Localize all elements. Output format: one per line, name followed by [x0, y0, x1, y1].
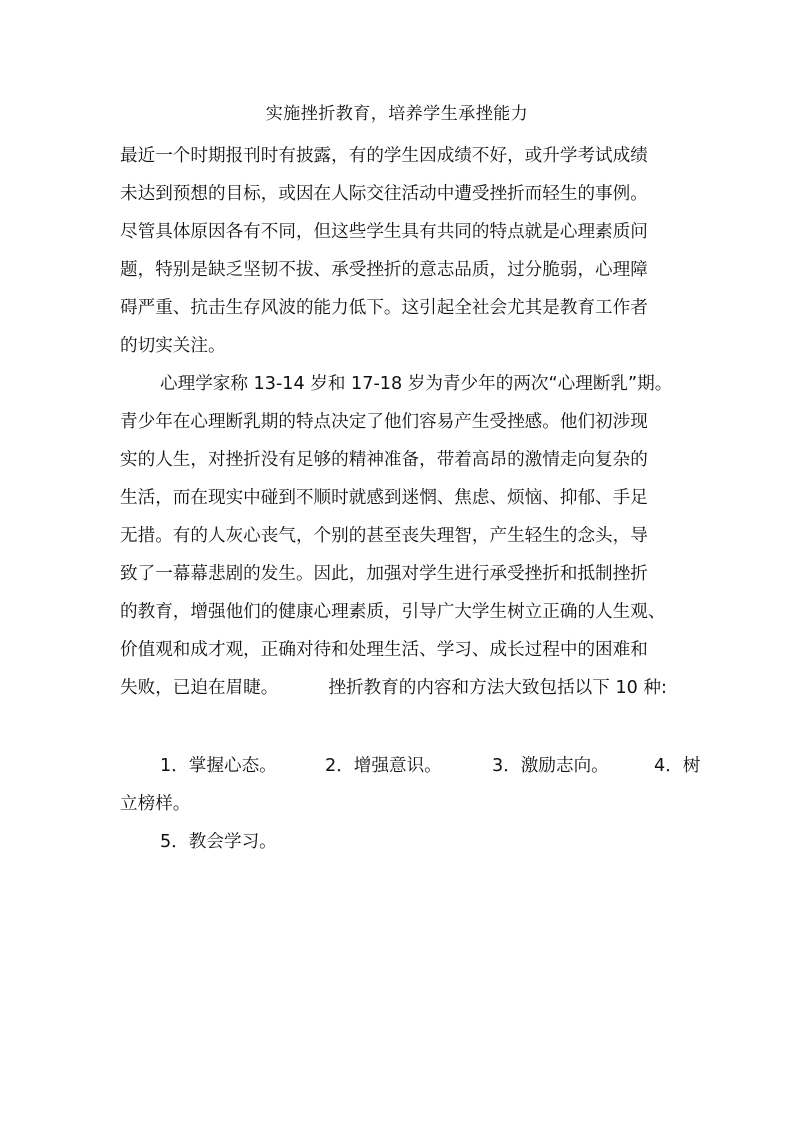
- paragraph1-line: 最近一个时期报刊时有披露，有的学生因成绩不好，或升学考试成绩: [120, 146, 648, 166]
- document-body: [120, 137, 701, 861]
- paragraph2-final-line: [120, 669, 685, 707]
- method-item: 3．激励志向。: [492, 756, 609, 776]
- spacer: [120, 707, 685, 747]
- paragraph2-line: 实的人生，对挫折没有足够的精神准备，带着高昂的激情走向复杂的: [120, 450, 648, 470]
- paragraph2-last: 失败，已迫在眉睫。: [120, 678, 279, 698]
- paragraph2-line: 无措。有的人灰心丧气，个别的甚至丧失理智，产生轻生的念头，导: [120, 526, 648, 546]
- method-item: 1．掌握心态。: [160, 756, 277, 776]
- methods-row: [120, 747, 701, 785]
- paragraph2-line: 生活，而在现实中碰到不顺时就感到迷惘、焦虑、烦恼、抑郁、手足: [120, 488, 648, 508]
- paragraph2-line: 青少年在心理断乳期的特点决定了他们容易产生受挫感。他们初涉现: [120, 412, 648, 432]
- method-item: 5．教会学习。: [160, 832, 277, 852]
- paragraph1-line: 未达到预想的目标，或因在人际交往活动中遭受挫折而轻生的事例。: [120, 184, 648, 204]
- document-title: 实施挫折教育，培养学生承挫能力: [265, 104, 529, 124]
- paragraph1-line: 题，特别是缺乏坚韧不拔、承受挫折的意志品质，过分脆弱，心理障: [120, 260, 648, 280]
- methods-intro: 挫折教育的内容和方法大致包括以下 10 种:: [328, 678, 667, 698]
- paragraph1-line: 的切实关注。: [120, 336, 226, 356]
- methods-continuation: 立榜样。: [120, 794, 191, 814]
- method-item: 4．树: [654, 756, 701, 776]
- paragraph2-line: 价值观和成才观，正确对待和处理生活、学习、成长过程中的困难和: [120, 640, 648, 660]
- method-item: 2．增强意识。: [325, 756, 442, 776]
- paragraph2-line: 心理学家称 13-14 岁和 17-18 岁为青少年的两次“心理断乳”期。: [160, 374, 673, 394]
- paragraph2-line: 的教育，增强他们的健康心理素质，引导广大学生树立正确的人生观、: [120, 602, 666, 622]
- paragraph2-line: 致了一幕幕悲剧的发生。因此，加强对学生进行承受挫折和抵制挫折: [120, 564, 648, 584]
- paragraph1-line: 碍严重、抗击生存风波的能力低下。这引起全社会尤其是教育工作者: [120, 298, 648, 318]
- paragraph1-line: 尽管具体原因各有不同，但这些学生具有共同的特点就是心理素质问: [120, 222, 648, 242]
